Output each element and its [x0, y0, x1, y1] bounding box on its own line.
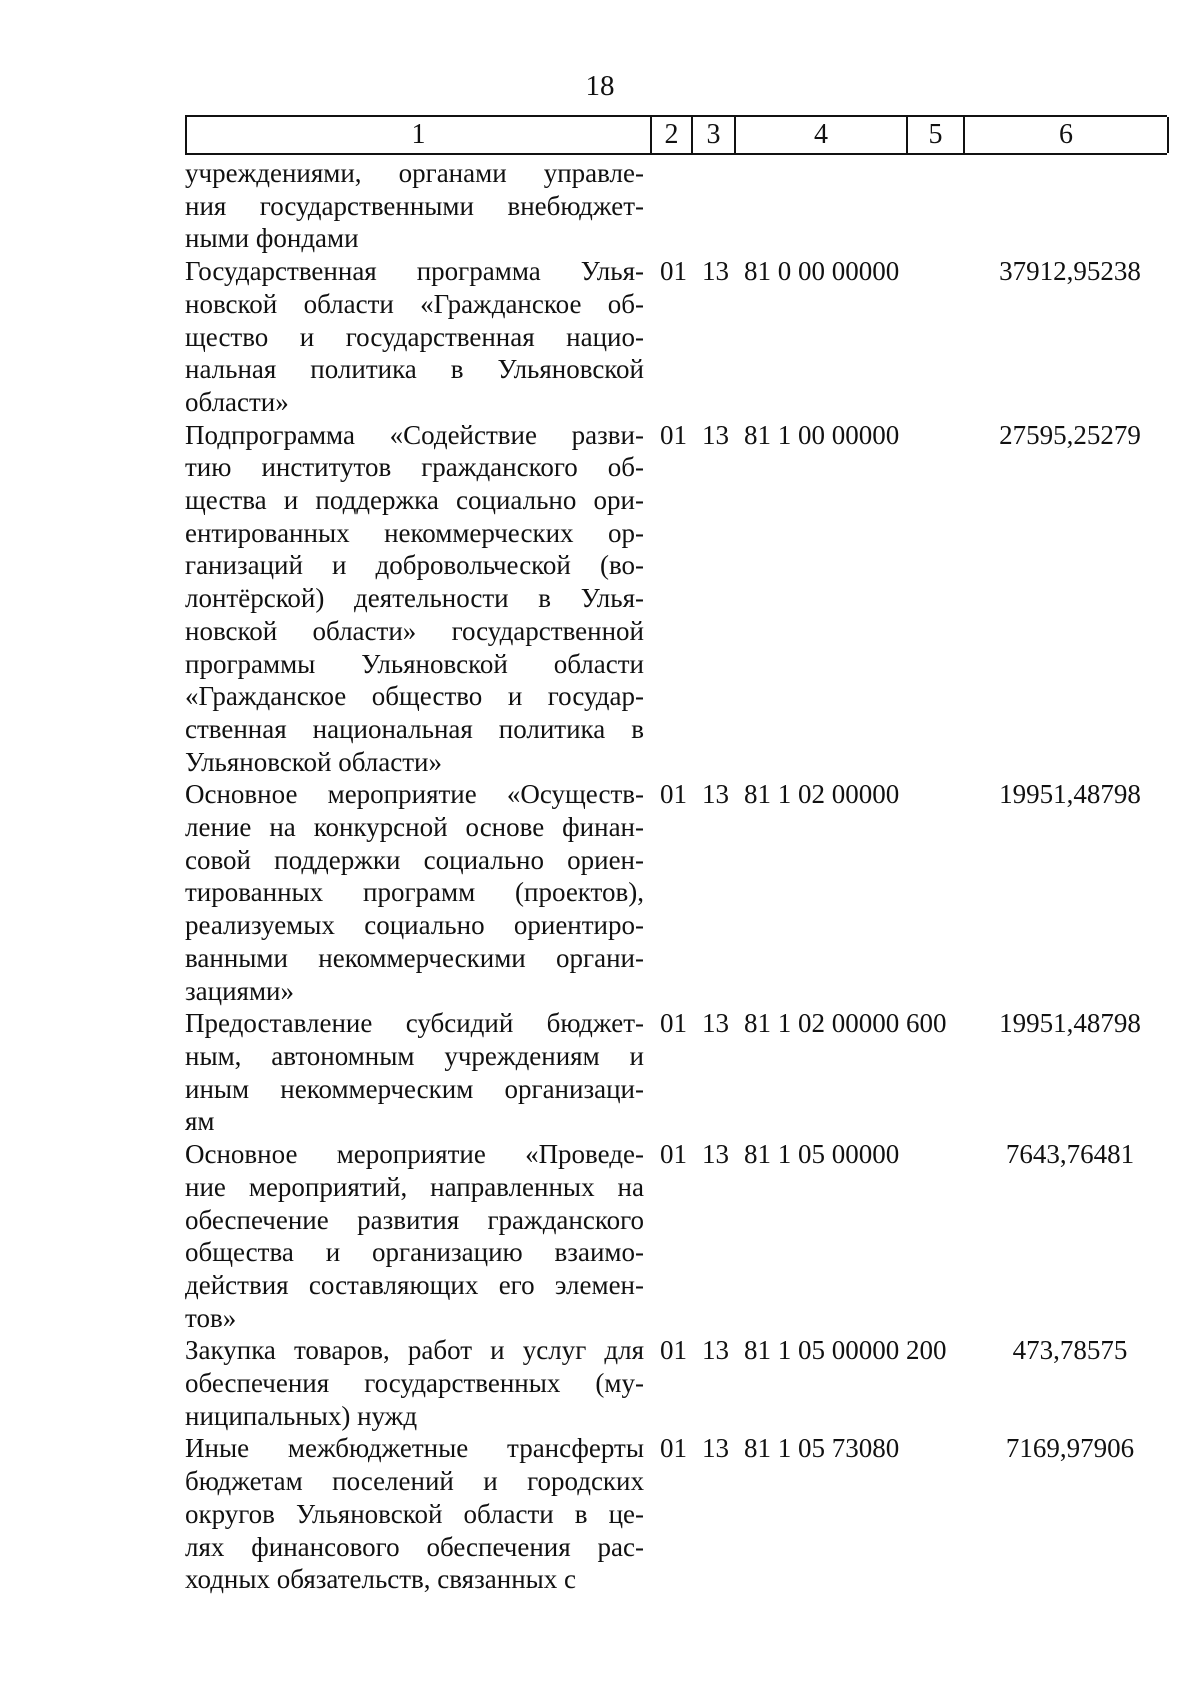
description-line: ние мероприятий, направленных на: [185, 1171, 644, 1202]
description-line: Иные межбюджетные трансферты: [185, 1433, 644, 1464]
description-line: Государственная программа Улья-: [185, 256, 644, 287]
row-subsection-code: 13: [702, 1008, 729, 1039]
table-row: [185, 1432, 1167, 1596]
row-amount: 37912,95238: [999, 256, 1141, 287]
description-line: ственная национальная политика в: [185, 713, 644, 744]
row-amount: 19951,48798: [999, 779, 1141, 810]
description-line: Закупка товаров, работ и услуг для: [185, 1335, 644, 1366]
description-line: Основное мероприятие «Проведе-: [185, 1139, 644, 1170]
row-section-code: 01: [660, 1335, 687, 1366]
description-line: тов»: [185, 1302, 237, 1333]
row-description: [185, 255, 650, 419]
budget-table: [185, 115, 1167, 1596]
row-description: [185, 157, 650, 255]
row-description: [185, 1138, 650, 1334]
description-line: общества и организацию взаимо-: [185, 1237, 644, 1268]
row-expense-type-code: 200: [906, 1335, 947, 1366]
row-subsection-code: 13: [702, 1139, 729, 1170]
row-expense-type-code: [906, 255, 963, 419]
row-description: [185, 419, 650, 779]
description-line: лонтёрской) деятельности в Улья-: [185, 583, 644, 614]
description-line: реализуемых социально ориентиро-: [185, 910, 644, 941]
header-col-4: 4: [736, 117, 908, 153]
row-amount: [963, 157, 1167, 255]
description-line: ными фондами: [185, 223, 359, 254]
row-amount: 473,78575: [1012, 1335, 1128, 1366]
description-line: Подпрограмма «Содействие разви-: [185, 419, 644, 450]
table-row: [185, 1138, 1167, 1334]
description-line: бюджетам поселений и городских: [185, 1466, 644, 1497]
description-line: области»: [185, 386, 289, 417]
row-expense-type-code: [906, 1432, 963, 1596]
row-subsection-code: 13: [702, 779, 729, 810]
table-row: [185, 1007, 1167, 1138]
description-line: «Гражданское общество и государ-: [185, 681, 644, 712]
row-description: [185, 1334, 650, 1432]
table-row: [185, 419, 1167, 779]
page-number: 18: [585, 70, 615, 102]
header-col-5: 5: [908, 117, 965, 153]
description-line: Ульяновской области»: [185, 746, 443, 777]
table-row: [185, 255, 1167, 419]
row-target-article-code: 81 0 00 00000: [744, 256, 900, 287]
description-line: обеспечения государственных (му-: [185, 1368, 644, 1399]
row-section-code: 01: [660, 779, 687, 810]
description-line: лях финансового обеспечения рас-: [185, 1531, 644, 1562]
table-row: [185, 1334, 1167, 1432]
description-line: ходных обязательств, связанных с: [185, 1564, 577, 1595]
header-col-3: 3: [693, 117, 736, 153]
row-subsection-code: 13: [702, 1433, 729, 1464]
description-line: щества и поддержка социально ори-: [185, 485, 644, 516]
row-description: [185, 778, 650, 1007]
description-line: новской области» государственной: [185, 615, 644, 646]
table-header-row: [185, 115, 1167, 155]
row-description: [185, 1432, 650, 1596]
row-section-code: 01: [660, 1433, 687, 1464]
row-section-code: 01: [660, 1139, 687, 1170]
table-body: [185, 157, 1167, 1596]
row-expense-type-code: [906, 778, 963, 1007]
row-target-article-code: 81 1 00 00000: [744, 419, 900, 450]
description-line: действия составляющих его элемен-: [185, 1269, 644, 1300]
row-target-article-code: 81 1 05 00000: [744, 1335, 900, 1366]
row-target-article-code: 81 1 02 00000: [744, 1008, 900, 1039]
description-line: новской области «Гражданское об-: [185, 288, 644, 319]
description-line: иным некоммерческим организаци-: [185, 1073, 644, 1104]
description-line: зациями»: [185, 975, 295, 1006]
description-line: ганизаций и добровольческой (во-: [185, 550, 644, 581]
row-subsection-code: 13: [702, 419, 729, 450]
row-expense-type-code: [906, 157, 963, 255]
row-target-article-code: [734, 157, 906, 255]
row-expense-type-code: [906, 1138, 963, 1334]
header-col-6: 6: [965, 117, 1169, 153]
description-line: обеспечение развития гражданского: [185, 1204, 644, 1235]
description-line: ление на конкурсной основе финан-: [185, 812, 644, 843]
description-line: ванными некоммерческими органи-: [185, 942, 644, 973]
description-line: Предоставление субсидий бюджет-: [185, 1008, 644, 1039]
table-row: [185, 157, 1167, 255]
row-target-article-code: 81 1 02 00000: [744, 779, 900, 810]
description-line: ния государственными внебюджет-: [185, 190, 644, 221]
description-line: учреждениями, органами управле-: [185, 158, 644, 188]
row-amount: 19951,48798: [999, 1008, 1141, 1039]
description-line: Основное мероприятие «Осуществ-: [185, 779, 644, 810]
row-description: [185, 1007, 650, 1138]
row-subsection-code: 13: [702, 256, 729, 287]
header-col-2: 2: [652, 117, 693, 153]
description-line: щество и государственная нацио-: [185, 321, 644, 352]
description-line: ным, автономным учреждениям и: [185, 1040, 644, 1071]
description-line: ентированных некоммерческих ор-: [185, 517, 644, 548]
description-line: ям: [185, 1106, 215, 1137]
description-line: нальная политика в Ульяновской: [185, 354, 644, 385]
row-amount: 27595,25279: [999, 419, 1141, 450]
description-line: тированных программ (проектов),: [185, 877, 644, 908]
row-section-code: 01: [660, 256, 687, 287]
description-line: округов Ульяновской области в це-: [185, 1498, 644, 1529]
row-section-code: 01: [660, 1008, 687, 1039]
row-subsection-code: 13: [702, 1335, 729, 1366]
row-target-article-code: 81 1 05 73080: [744, 1433, 900, 1464]
row-target-article-code: 81 1 05 00000: [744, 1139, 900, 1170]
description-line: совой поддержки социально ориен-: [185, 844, 644, 875]
description-line: программы Ульяновской области: [185, 648, 644, 679]
row-amount: 7169,97906: [1005, 1433, 1135, 1464]
row-amount: 7643,76481: [1005, 1139, 1135, 1170]
row-section-code: [650, 157, 691, 255]
row-section-code: 01: [660, 419, 687, 450]
row-expense-type-code: 600: [906, 1008, 947, 1039]
description-line: ниципальных) нужд: [185, 1400, 418, 1431]
description-line: тию институтов гражданского об-: [185, 452, 644, 483]
table-row: [185, 778, 1167, 1007]
row-subsection-code: [691, 157, 734, 255]
row-expense-type-code: [906, 419, 963, 779]
header-col-1: 1: [187, 117, 652, 153]
